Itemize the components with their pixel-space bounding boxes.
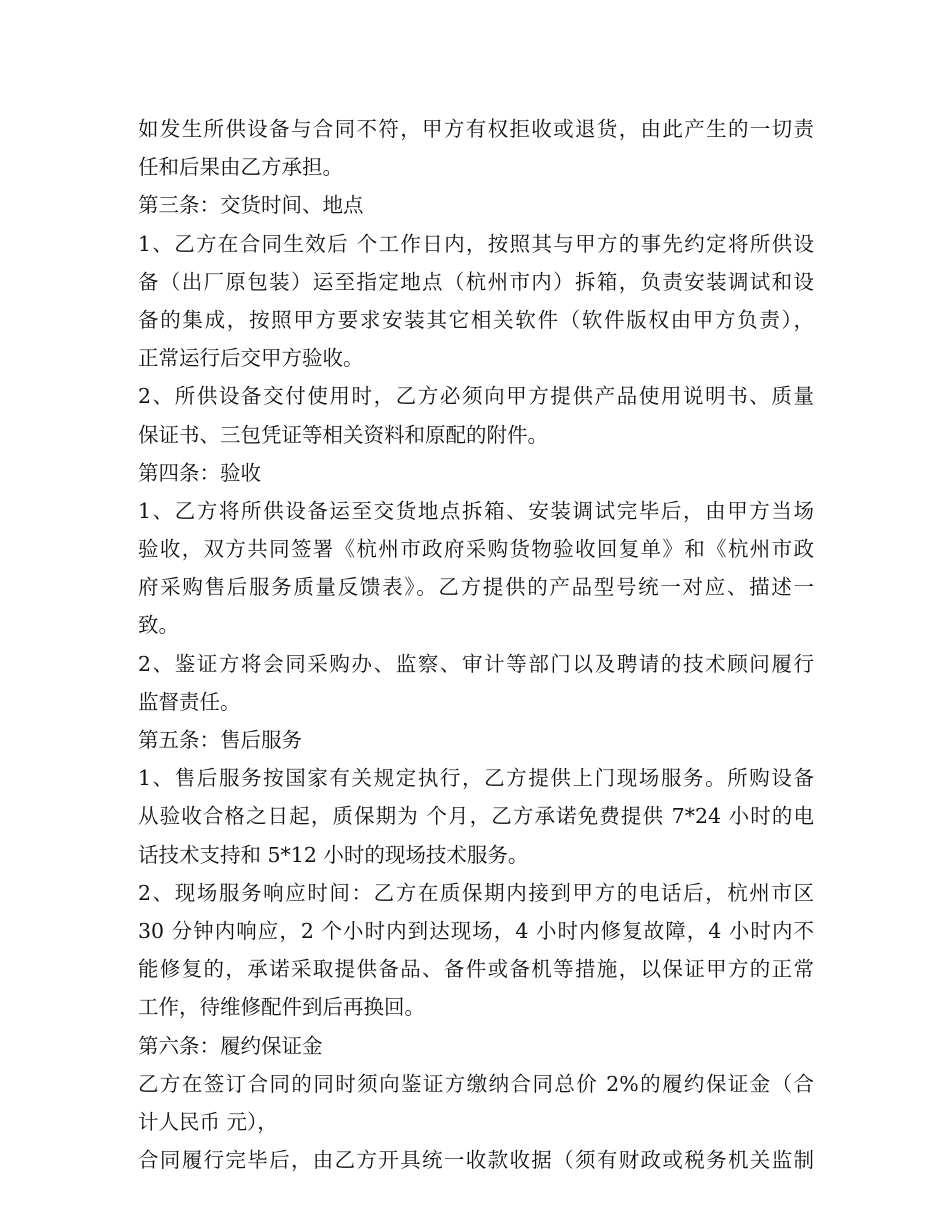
body-line-13: 府采购售后服务质量反馈表》。乙方提供的产品型号统一对应、描述一	[138, 575, 814, 600]
section-heading-3: 第三条：交货时间、地点	[138, 193, 364, 218]
document-body	[138, 110, 814, 1179]
body-line-11: 1、乙方将所供设备运至交货地点拆箱、安装调试完毕后，由甲方当场	[138, 498, 814, 523]
body-line-14: 致。	[138, 613, 179, 638]
body-line-12: 验收，双方共同签署《杭州市政府采购货物验收回复单》和《杭州市政	[138, 537, 814, 562]
body-line-27: 计人民币 元），	[138, 1109, 278, 1134]
body-line-9: 保证书、三包凭证等相关资料和原配的附件。	[138, 422, 548, 447]
section-heading-4: 第四条：验收	[138, 460, 261, 485]
body-line-22: 30 分钟内响应，2 个小时内到达现场，4 小时内修复故障，4 小时内不	[138, 918, 814, 943]
body-line-21: 2、现场服务响应时间：乙方在质保期内接到甲方的电话后，杭州市区	[138, 880, 814, 905]
body-line-4: 1、乙方在合同生效后 个工作日内，按照其与甲方的事先约定将所供设	[138, 231, 814, 256]
body-line-28: 合同履行完毕后，由乙方开具统一收款收据（须有财政或税务机关监制	[138, 1148, 814, 1173]
body-line-23: 能修复的，承诺采取提供备品、备件或备机等措施，以保证甲方的正常	[138, 957, 814, 982]
body-line-18: 1、售后服务按国家有关规定执行，乙方提供上门现场服务。所购设备	[138, 766, 814, 791]
body-line-7: 正常运行后交甲方验收。	[138, 346, 364, 371]
body-line-8: 2、所供设备交付使用时，乙方必须向甲方提供产品使用说明书、质量	[138, 384, 814, 409]
body-line-24: 工作，待维修配件到后再换回。	[138, 995, 425, 1020]
body-line-26: 乙方在签订合同的同时须向鉴证方缴纳合同总价 2%的履约保证金（合	[138, 1071, 814, 1096]
section-heading-5: 第五条：售后服务	[138, 728, 302, 752]
body-line-5: 备（出厂原包装）运至指定地点（杭州市内）拆箱，负责安装调试和设	[138, 269, 814, 294]
body-line-16: 监督责任。	[138, 689, 241, 714]
body-line-2: 任和后果由乙方承担。	[138, 155, 343, 180]
body-line-1: 如发生所供设备与合同不符，甲方有权拒收或退货，由此产生的一切责	[138, 117, 814, 141]
section-heading-6: 第六条：履约保证金	[138, 1033, 323, 1058]
body-line-19: 从验收合格之日起，质保期为 个月，乙方承诺免费提供 7*24 小时的电	[138, 804, 814, 829]
body-line-20: 话技术支持和 5*12 小时的现场技术服务。	[138, 842, 529, 867]
body-line-15: 2、鉴证方将会同采购办、监察、审计等部门以及聘请的技术顾问履行	[138, 651, 814, 676]
body-line-6: 备的集成，按照甲方要求安装其它相关软件（软件版权由甲方负责），	[138, 307, 814, 332]
